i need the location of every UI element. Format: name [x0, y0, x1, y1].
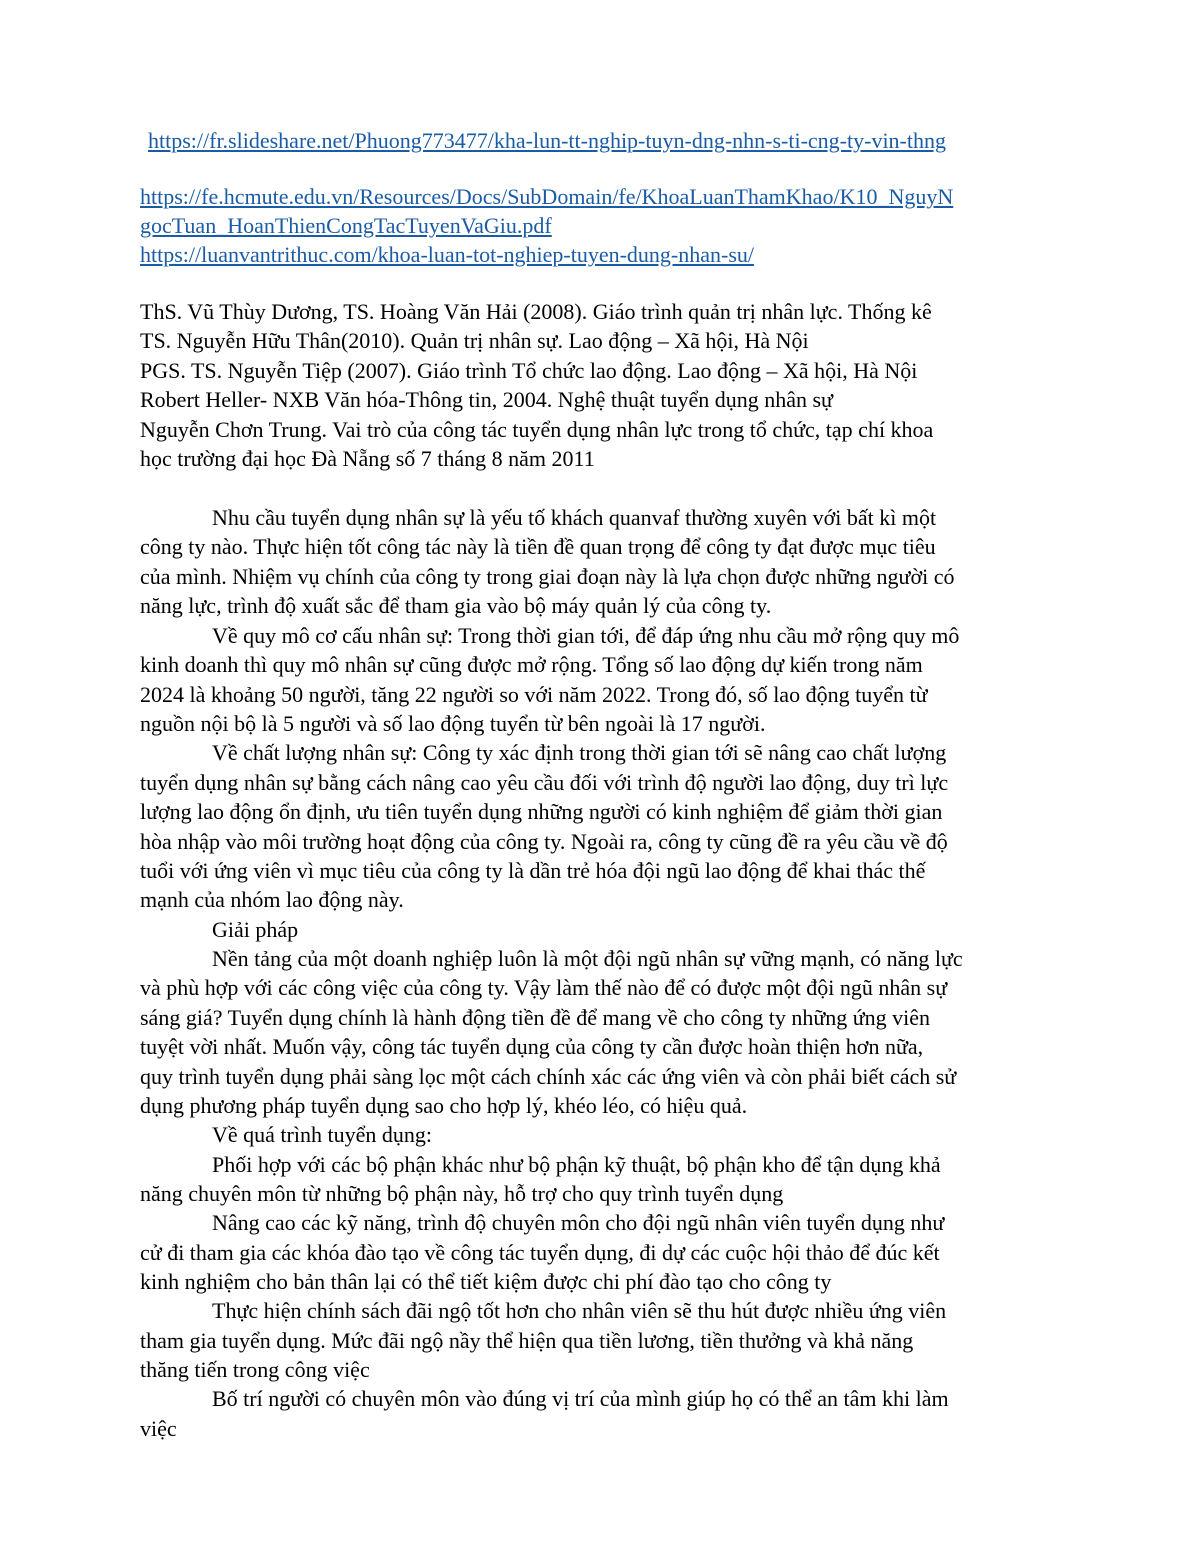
source-link-hcmute[interactable]: https://fe.hcmute.edu.vn/Resources/Docs/SubDomain/fe/KhoaLuanThamKhao/K10_NguyN [140, 184, 954, 209]
body-line: kinh doanh thì quy mô nhân sự cũng được mở rộng. Tổng số lao động dự kiến trong năm [140, 652, 923, 677]
body-line: 2024 là khoảng 50 người, tăng 22 người so với năm 2022. Trong đó, số lao động tuyển từ [140, 682, 928, 707]
body-line: nguồn nội bộ là 5 người và số lao động tuyển từ bên ngoài là 17 người. [140, 711, 766, 736]
body-line: quy trình tuyển dụng phải sàng lọc một cách chính xác các ứng viên và còn phải biết cách sử [140, 1064, 957, 1089]
body-line: việc [140, 1416, 177, 1441]
body-line: của mình. Nhiệm vụ chính của công ty trong giai đoạn này là lựa chọn được những người có [140, 564, 955, 589]
body-line: tuổi với ứng viên vì mục tiêu của công ty là dần trẻ hóa đội ngũ lao động để khai thác thế [140, 858, 926, 883]
body-line: dụng phương pháp tuyển dụng sao cho hợp lý, khéo léo, có hiệu quả. [140, 1093, 748, 1118]
section-heading-solution: Giải pháp [212, 917, 299, 942]
reference-line: PGS. TS. Nguyễn Tiệp (2007). Giáo trình Tổ chức lao động. Lao động – Xã hội, Hà Nội [140, 358, 918, 383]
body-line: lượng lao động ổn định, ưu tiên tuyển dụng những người có kinh nghiệm để giảm thời gian [140, 799, 943, 824]
body-line: tham gia tuyển dụng. Mức đãi ngộ nầy thể hiện qua tiền lương, tiền thưởng và khả năng [140, 1328, 914, 1353]
body-line: năng chuyên môn từ những bộ phận này, hỗ trợ cho quy trình tuyển dụng [140, 1181, 784, 1206]
body-line: Nền tảng của một doanh nghiệp luôn là một đội ngũ nhân sự vững mạnh, có năng lực [212, 946, 963, 971]
source-link-hcmute-continued[interactable]: gocTuan_HoanThienCongTacTuyenVaGiu.pdf [140, 213, 552, 238]
source-link-luanvantrithuc[interactable]: https://luanvantrithuc.com/khoa-luan-tot-nghiep-tuyen-dung-nhan-su/ [140, 242, 755, 267]
body-line: mạnh của nhóm lao động này. [140, 887, 404, 912]
body-line: năng lực, trình độ xuất sắc để tham gia vào bộ máy quản lý của công ty. [140, 593, 772, 618]
body-line: kinh nghiệm cho bản thân lại có thể tiết kiệm được chi phí đào tạo cho công ty [140, 1269, 832, 1294]
body-line: Về quy mô cơ cấu nhân sự: Trong thời gian tới, để đáp ứng nhu cầu mở rộng quy mô [212, 623, 960, 648]
body-line: và phù hợp với các công việc của công ty. Vậy làm thế nào để có được một đội ngũ nhân sự [140, 975, 948, 1000]
reference-line: ThS. Vũ Thùy Dương, TS. Hoàng Văn Hải (2008). Giáo trình quản trị nhân lực. Thống kê [140, 299, 932, 324]
body-line: sáng giá? Tuyển dụng chính là hành động tiền đề để mang về cho công ty những ứng viên [140, 1005, 931, 1030]
body-line: Nhu cầu tuyển dụng nhân sự là yếu tố khách quanvaf thường xuyên với bất kì một [212, 505, 937, 530]
reference-line: TS. Nguyễn Hữu Thân(2010). Quản trị nhân sự. Lao động – Xã hội, Hà Nội [140, 328, 809, 353]
body-line: tuyệt vời nhất. Muốn vậy, công tác tuyển dụng của công ty cần được hoàn thiện hơn nữa, [140, 1034, 924, 1059]
body-line: Phối hợp với các bộ phận khác như bộ phận kỹ thuật, bộ phận kho để tận dụng khả [212, 1152, 941, 1177]
body-line: tuyển dụng nhân sự bằng cách nâng cao yêu cầu đối với trình độ người lao động, duy trì lực [140, 770, 949, 795]
body-line: Bố trí người có chuyên môn vào đúng vị trí của mình giúp họ có thể an tâm khi làm [212, 1386, 949, 1411]
body-line: Nâng cao các kỹ năng, trình độ chuyên môn cho đội ngũ nhân viên tuyển dụng như [212, 1210, 945, 1235]
reference-line: Robert Heller- NXB Văn hóa-Thông tin, 2004. Nghệ thuật tuyển dụng nhân sự [140, 387, 833, 412]
body-line: Về chất lượng nhân sự: Công ty xác định trong thời gian tới sẽ nâng cao chất lượng [212, 740, 947, 765]
body-line: hòa nhập vào môi trường hoạt động của công ty. Ngoài ra, công ty cũng đề ra yêu cầu về độ [140, 829, 948, 854]
body-line: công ty nào. Thực hiện tốt công tác này là tiền đề quan trọng để công ty đạt được mục tiêu [140, 534, 936, 559]
body-line: Thực hiện chính sách đãi ngộ tốt hơn cho nhân viên sẽ thu hút được nhiều ứng viên [212, 1298, 947, 1323]
body-line: thăng tiến trong công việc [140, 1357, 370, 1382]
section-heading-recruitment-process: Về quá trình tuyển dụng: [212, 1122, 432, 1147]
source-link-slideshare[interactable]: https://fr.slideshare.net/Phuong773477/kha-lun-tt-nghip-tuyn-dng-nhn-s-ti-cng-ty-vin-thng [148, 128, 946, 153]
reference-line: học trường đại học Đà Nẵng số 7 tháng 8 năm 2011 [140, 446, 595, 471]
reference-line: Nguyễn Chơn Trung. Vai trò của công tác tuyển dụng nhân lực trong tổ chức, tạp chí khoa [140, 417, 934, 442]
body-line: cử đi tham gia các khóa đào tạo về công tác tuyển dụng, đi dự các cuộc hội thảo để đúc kết [140, 1240, 940, 1265]
